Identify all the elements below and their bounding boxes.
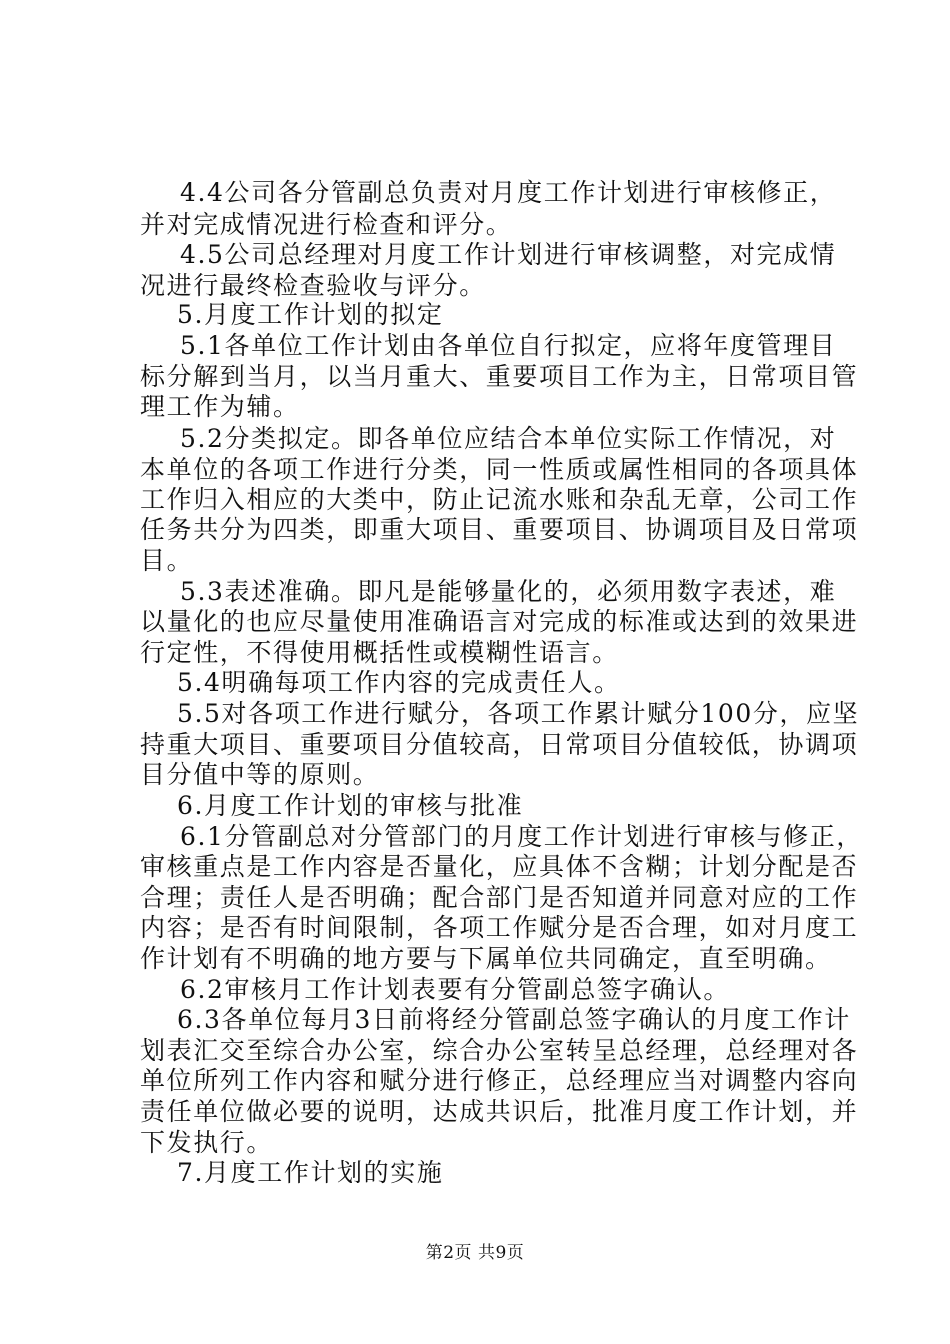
- paragraph-line: 6.1分管副总对分管部门的月度工作计划进行审核与修正，: [180, 822, 863, 851]
- paragraph-line: 5.2分类拟定。即各单位应结合本单位实际工作情况，对: [180, 424, 837, 453]
- paragraph-line: 以量化的也应尽量使用准确语言对完成的标准或达到的效果进: [140, 607, 859, 636]
- paragraph-line: 作计划有不明确的地方要与下属单位共同确定，直至明确。: [140, 944, 832, 973]
- paragraph-line: 划表汇交至综合办公室，综合办公室转呈总经理，总经理对各: [140, 1036, 859, 1065]
- section-heading: 7.月度工作计划的实施: [177, 1158, 444, 1187]
- paragraph-line: 6.2审核月工作计划表要有分管副总签字确认。: [180, 975, 730, 1004]
- paragraph-line: 本单位的各项工作进行分类，同一性质或属性相同的各项具体: [140, 455, 859, 484]
- section-heading: 6.月度工作计划的审核与批准: [177, 791, 524, 820]
- paragraph-line: 合理；责任人是否明确；配合部门是否知道并同意对应的工作: [140, 883, 859, 912]
- paragraph-line: 目。: [140, 546, 194, 575]
- paragraph-line: 4.5公司总经理对月度工作计划进行审核调整，对完成情: [180, 240, 837, 269]
- section-heading: 5.月度工作计划的拟定: [177, 300, 444, 329]
- paragraph-line: 责任单位做必要的说明，达成共识后，批准月度工作计划，并: [140, 1097, 859, 1126]
- page-number-footer: 第2页 共9页: [425, 1243, 525, 1263]
- paragraph-line: 任务共分为四类，即重大项目、重要项目、协调项目及日常项: [140, 515, 859, 544]
- paragraph-line: 4.4公司各分管副总负责对月度工作计划进行审核修正，: [180, 178, 837, 207]
- paragraph-line: 目分值中等的原则。: [140, 760, 380, 789]
- paragraph-line: 标分解到当月，以当月重大、重要项目工作为主，日常项目管: [140, 362, 859, 391]
- paragraph-line: 行定性，不得使用概括性或模糊性语言。: [140, 638, 619, 667]
- paragraph-line: 5.5对各项工作进行赋分，各项工作累计赋分100分，应坚: [177, 699, 860, 728]
- paragraph-line: 持重大项目、重要项目分值较高，日常项目分值较低，协调项: [140, 730, 859, 759]
- paragraph-line: 5.1各单位工作计划由各单位自行拟定，应将年度管理目: [180, 331, 837, 360]
- paragraph-line: 5.3表述准确。即凡是能够量化的，必须用数字表述，难: [180, 577, 837, 606]
- paragraph-line: 并对完成情况进行检查和评分。: [140, 210, 513, 239]
- paragraph-line: 下发执行。: [140, 1128, 274, 1157]
- paragraph-line: 内容；是否有时间限制，各项工作赋分是否合理，如对月度工: [140, 913, 859, 942]
- paragraph-line: 审核重点是工作内容是否量化，应具体不含糊；计划分配是否: [140, 852, 859, 881]
- paragraph-line: 5.4明确每项工作内容的完成责任人。: [177, 668, 621, 697]
- paragraph-line: 工作归入相应的大类中，防止记流水账和杂乱无章，公司工作: [140, 485, 859, 514]
- paragraph-line: 单位所列工作内容和赋分进行修正，总经理应当对调整内容向: [140, 1066, 859, 1095]
- paragraph-line: 况进行最终检查验收与评分。: [140, 271, 486, 300]
- paragraph-line: 理工作为辅。: [140, 392, 300, 421]
- paragraph-line: 6.3各单位每月3日前将经分管副总签字确认的月度工作计: [177, 1005, 851, 1034]
